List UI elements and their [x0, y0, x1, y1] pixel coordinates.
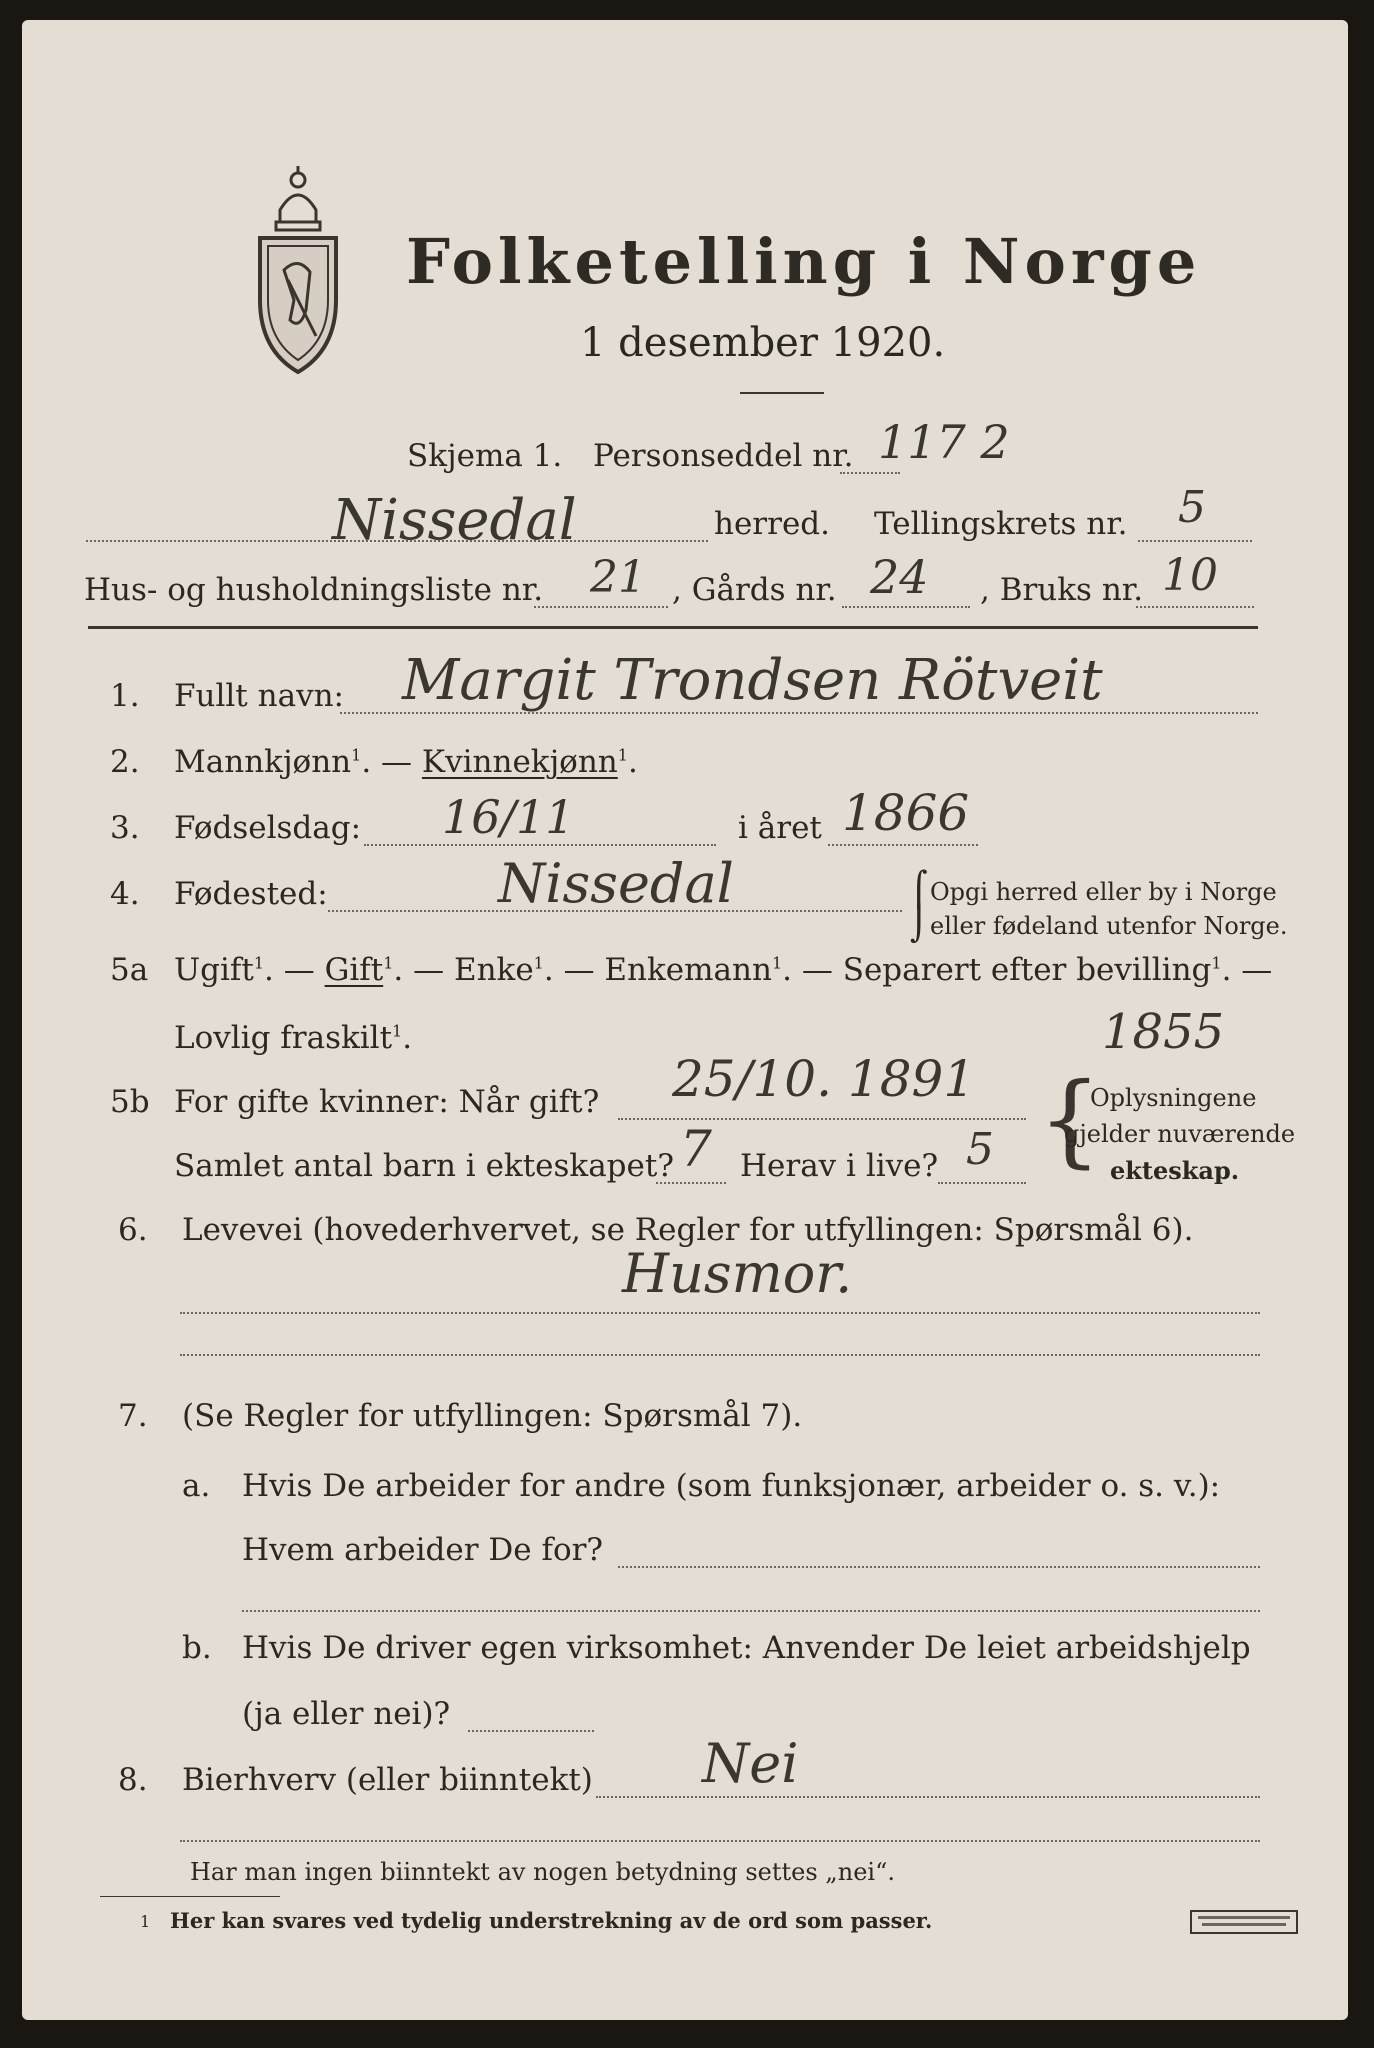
- q8-label: Bierhverv (eller biinntekt): [182, 1762, 593, 1798]
- side-income-value[interactable]: Nei: [702, 1732, 799, 1795]
- marriage-brace: {: [1038, 1061, 1102, 1178]
- q7b-question: (ja eller nei)?: [242, 1696, 451, 1732]
- enke-option[interactable]: Enke: [453, 952, 534, 988]
- marriage-note-2: gjelder nuværende: [1064, 1120, 1296, 1148]
- q7-number: 7.: [118, 1398, 148, 1434]
- q6-label: Levevei (hovederhvervet, se Regler for utfyllingen: Spørsmål 6).: [182, 1212, 1194, 1248]
- q7a-question: Hvem arbeider De for?: [242, 1532, 604, 1568]
- q7a-letter: a.: [182, 1468, 211, 1504]
- footnote-number: 1: [140, 1912, 151, 1931]
- birthyear-value[interactable]: 1866: [842, 784, 970, 842]
- q7b-text: Hvis De driver egen virksomhet: Anvender De leiet arbeidshjelp: [242, 1630, 1251, 1666]
- employer-field[interactable]: [618, 1566, 1260, 1568]
- q5b-label: For gifte kvinner: Når gift?: [174, 1084, 600, 1120]
- alive-label: Herav i live?: [740, 1148, 939, 1184]
- form-title: Folketelling i Norge: [406, 225, 1202, 298]
- q5b-number: 5b: [110, 1084, 150, 1120]
- marriage-note-1: Oplysningene: [1090, 1084, 1257, 1112]
- birthplace-note-1: Opgi herred eller by i Norge: [930, 878, 1277, 906]
- marital-options: Ugift$^1$. — Gift$^1$. — Enke$^1$. — Enkemann$^1$. — Separert efter bevilling$^1$. —: [174, 952, 1273, 988]
- gards-value[interactable]: 24: [870, 550, 929, 604]
- alive-value[interactable]: 5: [966, 1124, 994, 1175]
- q5a-number: 5a: [110, 952, 149, 988]
- tellingskrets-value[interactable]: 5: [1178, 482, 1206, 533]
- household-list-value[interactable]: 21: [590, 552, 646, 603]
- q7b-letter: b.: [182, 1630, 212, 1666]
- bruks-label: , Bruks nr.: [980, 572, 1144, 608]
- hired-help-field[interactable]: [468, 1730, 594, 1732]
- census-form: Folketelling i Norge 1 desember 1920. Skjema 1. Personseddel nr. 117 2 Nissedal herred. Tellingskrets nr. 5 Hus- og husholdningsliste nr. 21 , Gårds nr. 24 , Bruks nr. 10 1. Fullt navn: Margit Trondsen Rötveit 2. Mannkjønn$^1$. — Kvinnekjønn$^1$. 3. Fødselsdag: 16/11 i året 1866 4. Fødested: Nissedal ⌠ ⌡ Opgi herred eller by i Norge eller fødeland utenfor Norge. 5a Ugift$^1$. — Gift$^1$. — Enke$^1$. — Enkemann$^1$. — Separert efter bevilling$^1$. — Lovlig fraskilt$^1$. 1855 5b For gifte kvinner: Når gift? 25/10. 1891 Samlet antal barn i ekteskapet? 7 Herav i live? 5 { Oplysningene gjelder nuværende ekteskap. 6. Levevei (hovederhvervet, se Regler for utfyllingen: Spørsmål 6). Husmor. 7. (Se Regler for utfyllingen: Spørsmål 7). a. Hvis De arbeider for andre (som funksjonær, arbeider o. s. v.): Hvem arbeider De for? b. Hvis De driver egen virksomhet: Anvender De leiet arbeidshjelp (ja eller nei)? 8. Bierhverv (eller biinntekt) Nei Har man ingen biinntekt av nogen betydning settes „nei“. 1 Her kan svares ved tydelig understrekning av de ord som passer.: [22, 20, 1348, 2020]
- q1-number: 1.: [110, 678, 140, 714]
- footer-note: Har man ingen biinntekt av nogen betydning settes „nei“.: [190, 1858, 895, 1886]
- coat-of-arms-icon: [250, 160, 346, 380]
- q3-number: 3.: [110, 810, 140, 846]
- male-option[interactable]: Mannkjønn: [174, 744, 352, 780]
- q8-number: 8.: [118, 1762, 148, 1798]
- separert-option[interactable]: Separert efter bevilling: [842, 952, 1212, 988]
- occupation-value[interactable]: Husmor.: [622, 1242, 853, 1305]
- margin-note-value: 1855: [1102, 1004, 1225, 1060]
- q4-label: Fødested:: [174, 876, 328, 912]
- full-name-value[interactable]: Margit Trondsen Rötveit: [402, 648, 1103, 713]
- q3-label: Fødselsdag:: [174, 810, 362, 846]
- gards-label: , Gårds nr.: [672, 572, 837, 608]
- title-divider: [740, 392, 824, 394]
- header-divider: [88, 626, 1258, 629]
- footnote-divider: [100, 1896, 280, 1897]
- married-date-value[interactable]: 25/10. 1891: [672, 1050, 976, 1108]
- bruks-value[interactable]: 10: [1162, 550, 1218, 601]
- birthplace-value[interactable]: Nissedal: [498, 852, 734, 915]
- q1-label: Fullt navn:: [174, 678, 344, 714]
- herred-value[interactable]: Nissedal: [332, 488, 577, 553]
- female-option[interactable]: Kvinnekjønn: [421, 744, 618, 780]
- birthyear-label: i året: [738, 810, 822, 846]
- household-list-label: Hus- og husholdningsliste nr.: [84, 572, 544, 608]
- footnote-text: Her kan svares ved tydelig understrekning av de ord som passer.: [170, 1908, 933, 1933]
- fraskilt-option[interactable]: Lovlig fraskilt: [174, 1020, 393, 1056]
- form-date: 1 desember 1920.: [580, 320, 946, 366]
- q6-number: 6.: [118, 1212, 148, 1248]
- q7-label: (Se Regler for utfyllingen: Spørsmål 7).: [182, 1398, 803, 1434]
- printer-stamp: [1190, 1910, 1298, 1934]
- marriage-note-3: ekteskap.: [1110, 1156, 1240, 1185]
- personseddel-value[interactable]: 117 2: [878, 415, 1010, 469]
- q2-number: 2.: [110, 744, 140, 780]
- children-label: Samlet antal barn i ekteskapet?: [174, 1148, 674, 1184]
- ugift-option[interactable]: Ugift: [174, 952, 254, 988]
- sex-options: Mannkjønn$^1$. — Kvinnekjønn$^1$.: [174, 744, 638, 780]
- enkemann-option[interactable]: Enkemann: [604, 952, 772, 988]
- q7a-text: Hvis De arbeider for andre (som funksjonær, arbeider o. s. v.):: [242, 1468, 1221, 1504]
- tellingskrets-label: Tellingskrets nr.: [874, 506, 1128, 542]
- birthplace-note-2: eller fødeland utenfor Norge.: [930, 912, 1288, 940]
- q4-number: 4.: [110, 876, 140, 912]
- personseddel-label: Personseddel nr.: [593, 438, 854, 474]
- schema-label: Skjema 1.: [407, 438, 563, 474]
- birthdate-value[interactable]: 16/11: [442, 790, 575, 844]
- fraskilt-line: Lovlig fraskilt$^1$.: [174, 1020, 413, 1056]
- children-value[interactable]: 7: [680, 1120, 712, 1178]
- gift-option[interactable]: Gift: [324, 952, 384, 988]
- herred-label: herred.: [714, 506, 830, 542]
